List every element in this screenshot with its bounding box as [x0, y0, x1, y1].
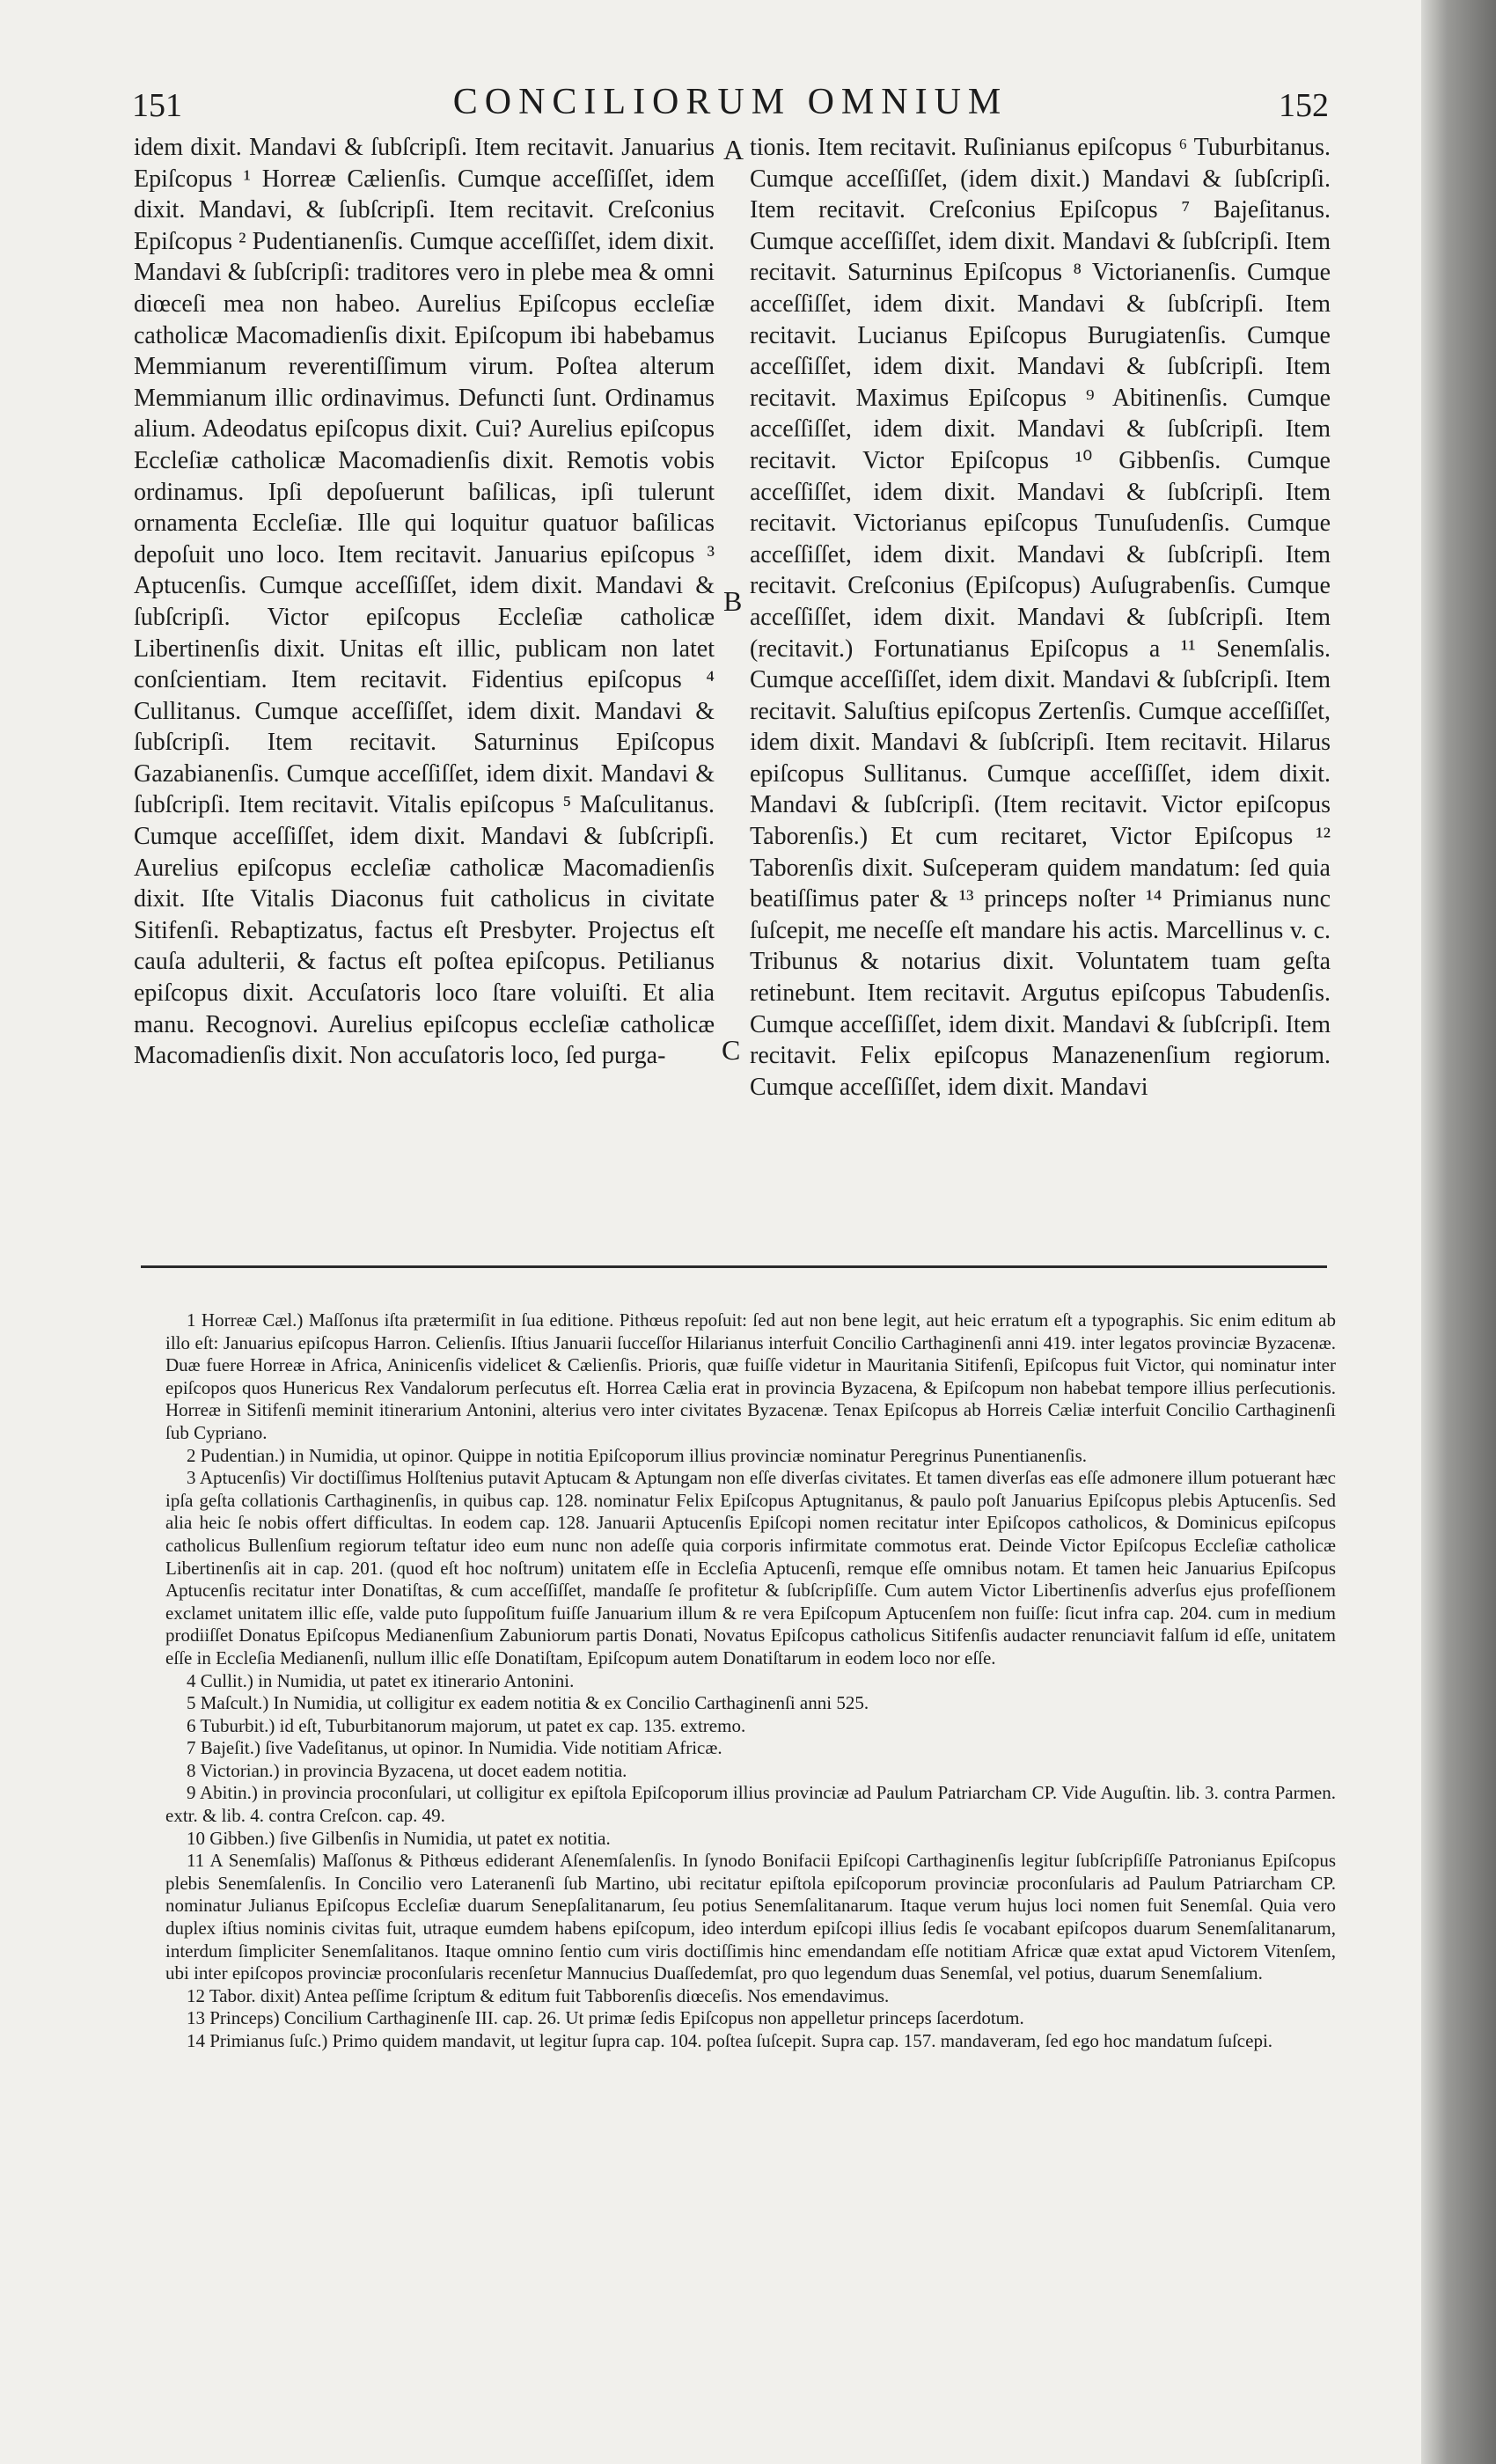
footnote: 6 Tuburbit.) id eſt, Tuburbitanorum majorum, ut patet ex cap. 135. extremo.	[187, 1714, 746, 1736]
footnote: 8 Victorian.) in provincia Byzacena, ut docet eadem notitia.	[187, 1759, 627, 1781]
footnote: 11 A Senemſalis) Maſſonus & Pithœus ediderant Aſenemſalenſis. In ſynodo Bonifacii Epiſcopi Carthaginenſis legitur ſubſcripſiſſe Patronianus Epiſcopus plebis Senemſalenſis. In Concilio vero Lateranenſi ſub Martino, ubi recitatur epiſtola epiſcoporum provinciæ proconſularis ad Paulum Patriarcham CP. nominatur Julianus Epiſcopus Eccleſiæ duarum Senepſalitanarum, ſeu potius Senemſalitanarum. Itaque verum hujus loci nomen fuit Senemſal. Quia vero duplex iſtius nominis civitas fuit, utraque eumdem habens epiſcopum, ideo interdum epiſcopi illius ſedis ſe vocabant epiſcopos duarum Senemſalitanarum, interdum ſimpliciter Senemſalitanos. Itaque omnino ſentio cum viris doctiſſimis hinc emendandam eſſe notitiam Africæ quæ extat apud Victorem Vitenſem, ubi inter epiſcopos provinciæ proconſularis recenſetur Mannucius Duaſſedemſat, pro quo legendum duas Senemſal, vel potius, duarum Senemſalium.	[165, 1850, 1336, 1984]
left-text-column: idem dixit. Mandavi & ſubſcripſi. Item recitavit. Januarius Epiſcopus ¹ Horreæ Cælienſis. Cumque acceſſiſſet, idem dixit. Mandavi, & ſubſcripſi. Item recitavit. Creſconius Epiſcopus ² Pudentianenſis. Cumque acceſſiſſet, idem dixit. Mandavi & ſubſcripſi: traditores vero in plebe mea & omni diœceſi mea non habeo. Aurelius Epiſcopus eccleſiæ catholicæ Macomadienſis dixit. Epiſcopum ibi habebamus Memmianum reverentiſſimum virum. Poſtea alterum Memmianum illic ordinavimus. Defuncti ſunt. Ordinamus alium. Adeodatus epiſcopus dixit. Cui? Aurelius epiſcopus Eccleſiæ catholicæ Macomadienſis dixit. Remotis vobis ordinamus. Ipſi depoſuerunt baſilicas, ipſi tulerunt ornamenta Eccleſiæ. Ille qui loquitur quatuor baſilicas depoſuit uno loco. Item recitavit. Januarius epiſcopus ³ Aptucenſis. Cumque acceſſiſſet, idem dixit. Mandavi & ſubſcripſi. Victor epiſcopus Eccleſiæ catholicæ Libertinenſis dixit. Unitas eſt illic, publicam non latet conſcientiam. Item recitavit. Fidentius epiſcopus ⁴ Cullitanus. Cumque acceſſiſſet, idem dixit. Mandavi & ſubſcripſi. Item recitavit. Saturninus Epiſcopus Gazabianenſis. Cumque acceſſiſſet, idem dixit. Mandavi & ſubſcripſi. Item recitavit. Vitalis epiſcopus ⁵ Maſculitanus. Cumque acceſſiſſet, idem dixit. Mandavi & ſubſcripſi. Aurelius epiſcopus eccleſiæ catholicæ Macomadienſis dixit. Iſte Vitalis Diaconus fuit catholicus in civitate Sitifenſi. Rebaptizatus, factus eſt Presbyter. Projectus eſt cauſa adulterii, & factus eſt poſtea epiſcopus. Petilianus epiſcopus dixit. Accuſatoris loco ſtare voluiſti. Et alia manu. Recognovi. Aurelius epiſcopus eccleſiæ catholicæ Macomadienſis dixit. Non accuſatoris loco, ſed purga-	[134, 134, 715, 1070]
page-number-left: 151	[132, 87, 182, 124]
footnote: 7 Bajeſit.) ſive Vadeſitanus, ut opinor. In Numidia. Vide notitiam Africæ.	[187, 1737, 722, 1759]
margin-letter-c: C	[722, 1034, 741, 1066]
running-title: CONCILIORUM OMNIUM	[452, 82, 1008, 122]
footnote: 12 Tabor. dixit) Antea peſſime ſcriptum & editum fuit Tabborenſis diœceſis. Nos emendavimus.	[187, 1984, 890, 2006]
footnotes-block	[165, 1309, 1336, 2409]
footnote-divider	[141, 1265, 1327, 1268]
binding-shadow	[1421, 0, 1496, 2464]
footnote: 2 Pudentian.) in Numidia, ut opinor. Quippe in notitia Epiſcoporum illius provinciæ nominatur Peregrinus Punentianenſis.	[187, 1444, 1088, 1466]
margin-letter-a: A	[723, 134, 744, 165]
footnote: 14 Primianus ſuſc.) Primo quidem mandavit, ut legitur ſupra cap. 104. poſtea ſuſcepit. Supra cap. 157. mandaveram, ſed ego hoc mandatum ſuſcepi.	[187, 2030, 1273, 2051]
footnote: 1 Horreæ Cæl.) Maſſonus iſta prætermiſit in ſua editione. Pithœus repoſuit: ſed aut non bene legit, aut heic erratum eſt a typographis. Sic enim editum ab illo eſt: Januarius epiſcopus Harron. Celienſis. Iſtius Januarii ſucceſſor Hilarianus interfuit Concilio Carthaginenſi anni 419. inter legatos provinciæ Byzacenæ. Duæ fuere Horreæ in Africa, Aninicenſis videlicet & Cælienſis. Prioris, quæ fuiſſe videtur in Mauritania Sitifenſi, Epiſcopus fuit Victor, qui nominatur inter epiſcopos quos Hunericus Rex Vandalorum perſecutus eſt. Horrea Cælia erat in provincia Byzacena, & Epiſcopum non habebat tempore illius perſecutionis. Horreæ in Sitifenſi meminit itinerarium Antonini, alterius vero inter civitates Byzacenæ. Tenax Epiſcopus ab Horreis Cæliæ interfuit Concilio Carthaginenſi ſub Cypriano.	[165, 1309, 1336, 1443]
footnote: 10 Gibben.) ſive Gilbenſis in Numidia, ut patet ex notitia.	[187, 1827, 611, 1849]
footnote: 5 Maſcult.) In Numidia, ut colligitur ex eadem notitia & ex Concilio Carthaginenſi anni 525.	[187, 1692, 869, 1714]
page-number-right: 152	[1279, 87, 1329, 124]
running-header	[132, 81, 1329, 125]
footnote: 9 Abitin.) in provincia proconſulari, ut colligitur ex epiſtola Epiſcoporum illius provinciæ ad Paulum Patriarcham CP. Vide Auguſtin. lib. 3. contra Parmen. extr. & lib. 4. contra Creſcon. cap. 49.	[165, 1782, 1336, 1827]
right-text-column: tionis. Item recitavit. Ruſinianus epiſcopus ⁶ Tuburbitanus. Cumque acceſſiſſet, (idem dixit.) Mandavi & ſubſcripſi. Item recitavit. Creſconius Epiſcopus ⁷ Bajeſitanus. Cumque acceſſiſſet, idem dixit. Mandavi & ſubſcripſi. Item recitavit. Saturninus Epiſcopus ⁸ Victorianenſis. Cumque acceſſiſſet, idem dixit. Mandavi & ſubſcripſi. Item recitavit. Lucianus Epiſcopus Burugiatenſis. Cumque acceſſiſſet, idem dixit. Mandavi & ſubſcripſi. Item recitavit. Maximus Epiſcopus ⁹ Abitinenſis. Cumque acceſſiſſet, idem dixit. Mandavi & ſubſcripſi. Item recitavit. Victor Epiſcopus ¹⁰ Gibbenſis. Cumque acceſſiſſet, idem dixit. Mandavi & ſubſcripſi. Item recitavit. Victorianus epiſcopus Tunuſudenſis. Cumque acceſſiſſet, idem dixit. Mandavi & ſubſcripſi. Item recitavit. Creſconius (Epiſcopus) Auſugrabenſis. Cumque acceſſiſſet, idem dixit. Mandavi & ſubſcripſi. Item (recitavit.) Fortunatianus Epiſcopus a ¹¹ Senemſalis. Cumque acceſſiſſet, idem dixit. Mandavi & ſubſcripſi. Item recitavit. Saluſtius epiſcopus Zertenſis. Cumque acceſſiſſet, idem dixit. Mandavi & ſubſcripſi. Item recitavit. Hilarus epiſcopus Sullitanus. Cumque acceſſiſſet, idem dixit. Mandavi & ſubſcripſi. (Item recitavit. Victor epiſcopus Taborenſis.) Et cum recitaret, Victor Epiſcopus ¹² Taborenſis dixit. Suſceperam quidem mandatum: ſed quia beatiſſimus pater & ¹³ princeps noſter ¹⁴ Primianus nunc ſuſcepit, me neceſſe eſt mandare his actis. Marcellinus v. c. Tribunus & notarius dixit. Voluntatem tuam geſta retinebunt. Item recitavit. Argutus epiſcopus Tabudenſis. Cumque acceſſiſſet, idem dixit. Mandavi & ſubſcripſi. Item recitavit. Felix epiſcopus Manazenenſium regiorum. Cumque acceſſiſſet, idem dixit. Mandavi	[750, 134, 1331, 1101]
footnote: 4 Cullit.) in Numidia, ut patet ex itinerario Antonini.	[187, 1669, 575, 1691]
footnote: 13 Princeps) Concilium Carthaginenſe III. cap. 26. Ut primæ ſedis Epiſcopus non appelletur princeps ſacerdotum.	[187, 2007, 1024, 2029]
footnote: 3 Aptucenſis) Vir doctiſſimus Holſtenius putavit Aptucam & Aptungam non eſſe diverſas civitates. Et tamen diverſas eas eſſe admonere illum potuerant hæc ipſa geſta collationis Carthaginenſis, in quibus cap. 128. nominatur Felix Epiſcopus Aptugnitanus, & paulo poſt Januarius Epiſcopus plebis Aptucenſis. Sed alia heic ſe nobis offert difficultas. In eodem cap. 128. Januarii Aptucenſis Epiſcopi nomen recitatur inter Epiſcopos catholicos, & Dominicus epiſcopus catholicus Bullenſium regiorum teſtatur ideo eum nunc non adeſſe quia corporis infirmitate commotus erat. Deinde Victor Epiſcopus Eccleſiæ catholicæ Libertinenſis ait in cap. 201. (quod eſt hoc noſtrum) unitatem eſſe in Eccleſia Aptucenſi, remque eſſe omnibus notam. Et tamen heic Januarius Epiſcopus Aptucenſis recitatur inter Donatiſtas, & cum acceſſiſſet, mandaſſe ſe profitetur & ſubſcripſiſſe. Cum autem Victor Libertinenſis adverſus ejus profeſſionem exclamet unitatem illic eſſe, valde puto ſuppoſitum fuiſſe Januarium illum & re vera Epiſcopum Aptucenſem non fuiſſe: ſicut infra cap. 204. cum in medium prodiiſſet Donatus Epiſcopus Medianenſium Zabuniorum partis Donati, Novatus Epiſcopus catholicus Sitifenſis audacter renunciavit falſum id eſſe, unitatem eſſe in Eccleſia Medianenſi, nullum illic eſſe Donatiſtam, Epiſcopum autem Donatiſtarum in eodem loco nor eſſe.	[165, 1467, 1336, 1668]
margin-letter-b: B	[723, 585, 743, 617]
